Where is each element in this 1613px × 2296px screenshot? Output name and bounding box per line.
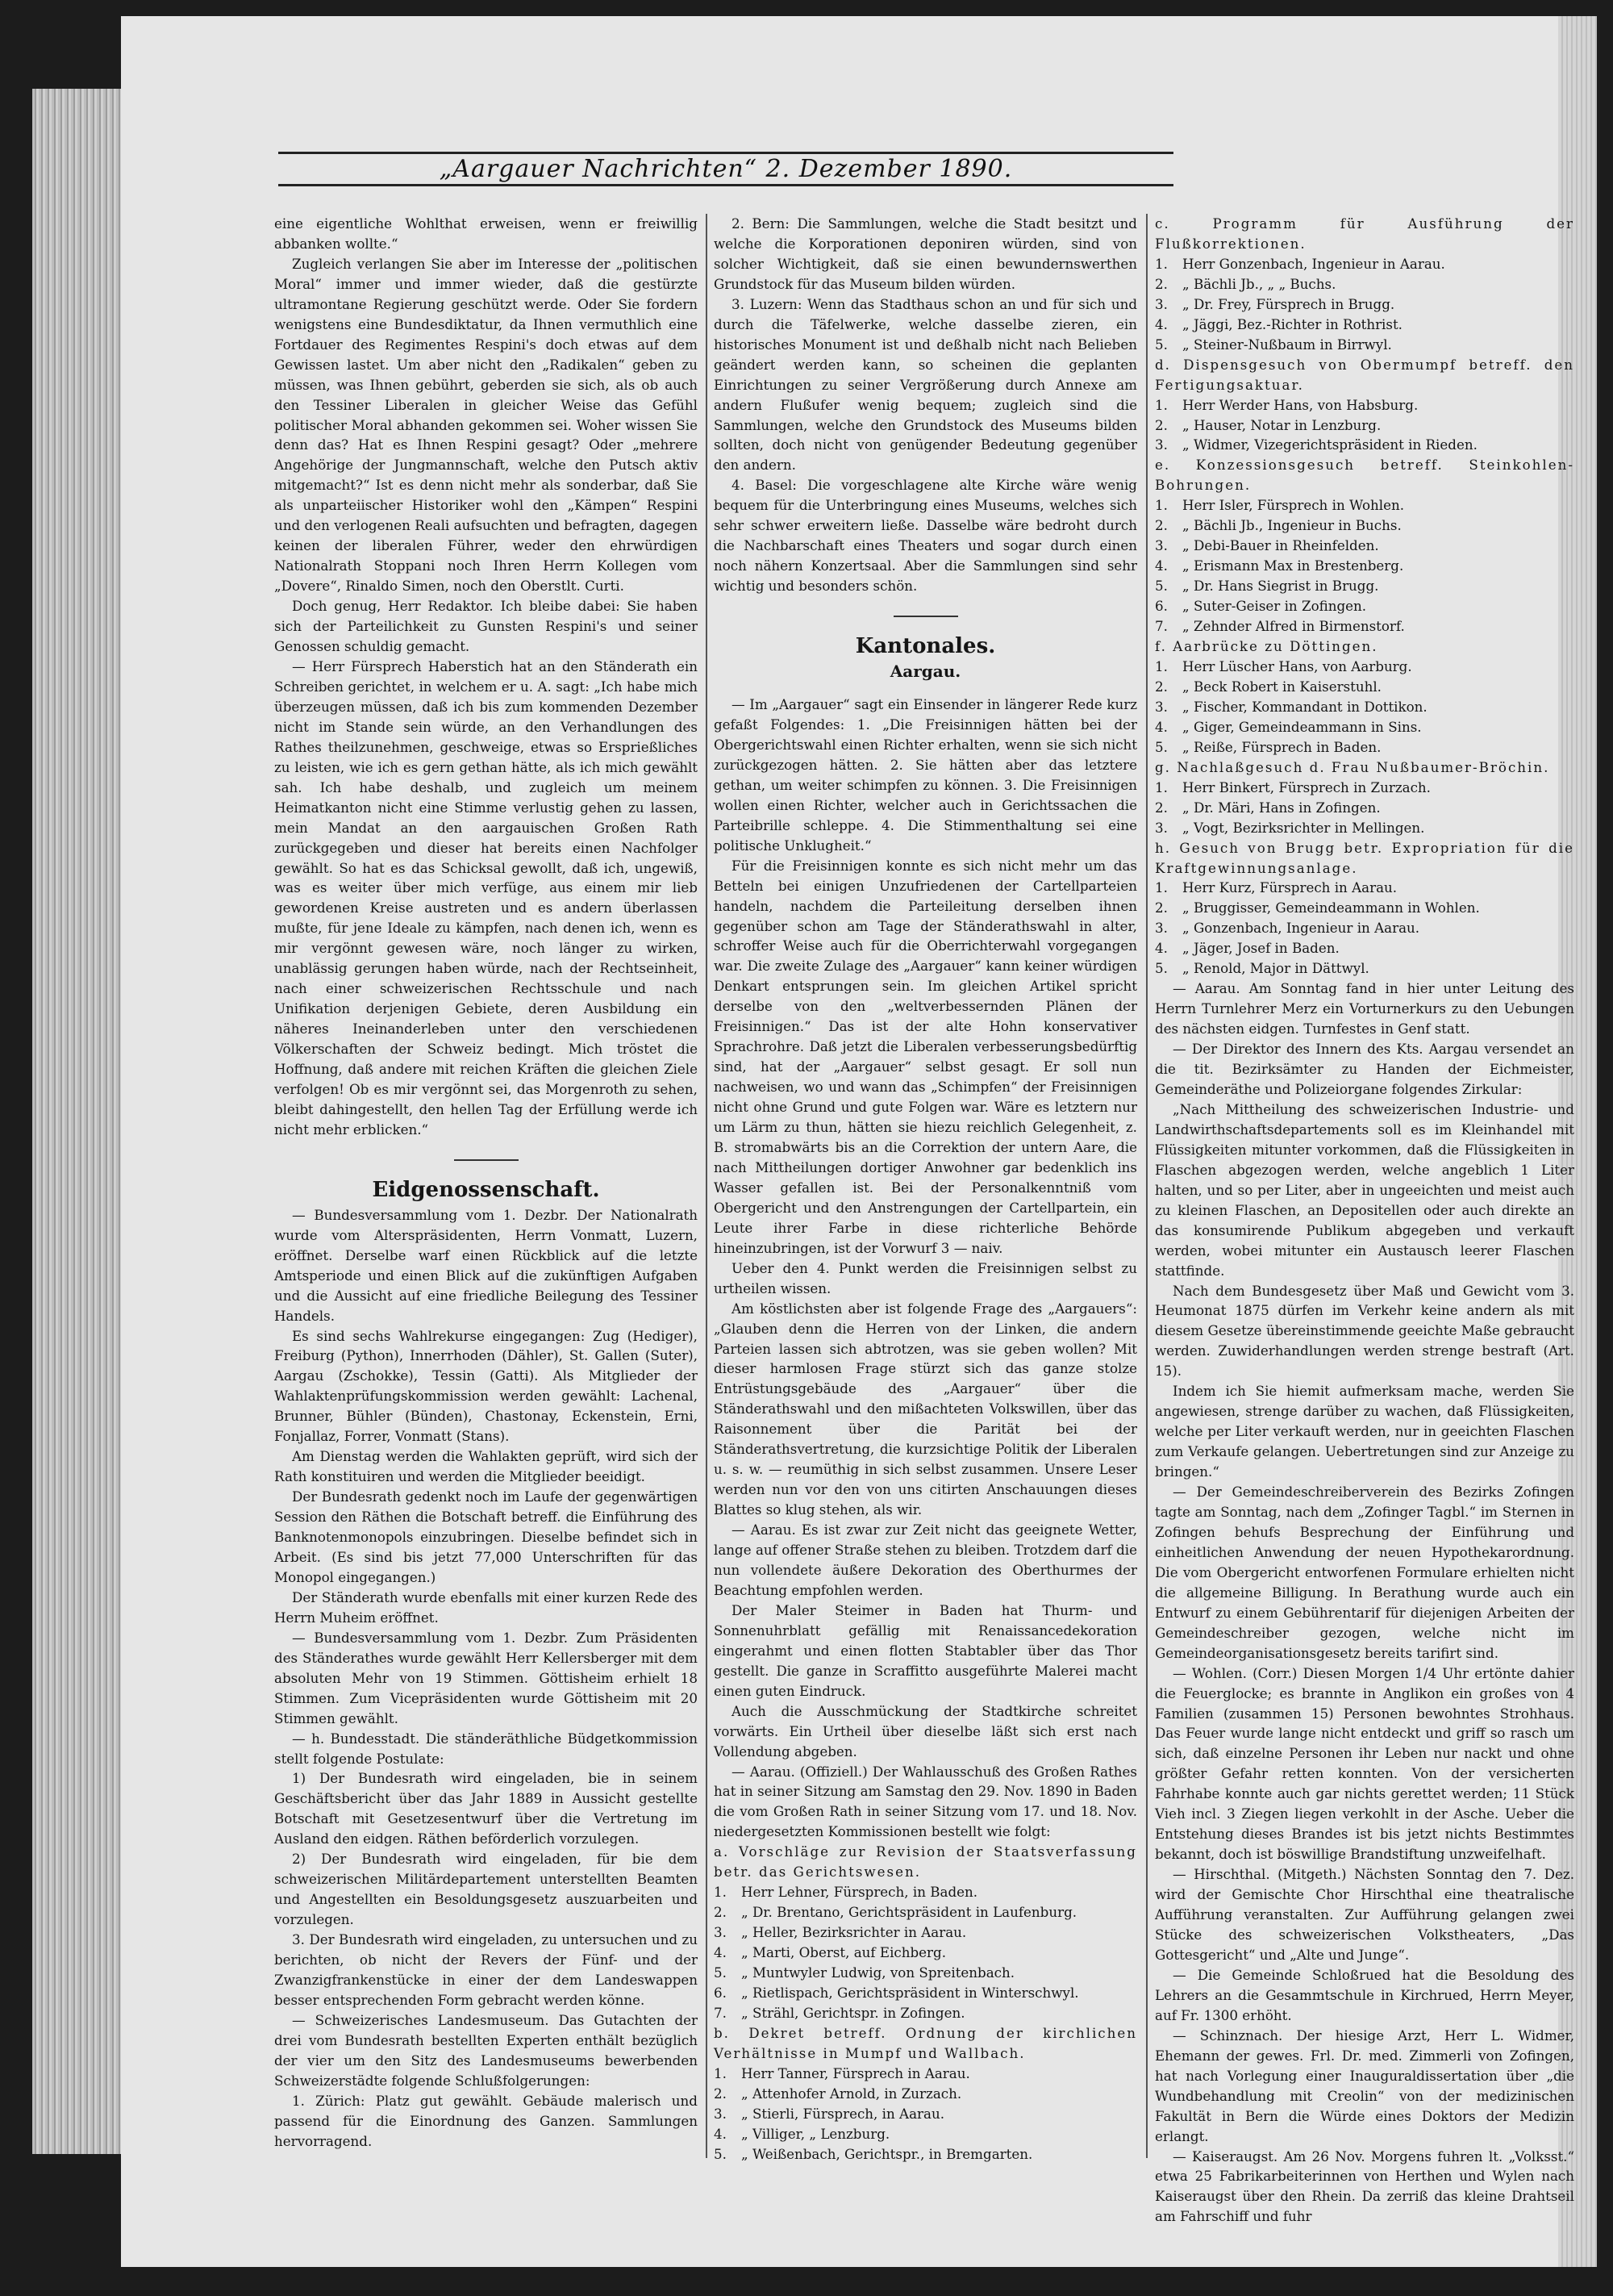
list-item-text: „ Dr. Märi, Hans in Zofingen. bbox=[1182, 799, 1381, 816]
paragraph: Am köstlichsten aber ist folgende Frage des „Aargauers“: „Glauben denn die Herren von der Linken, die andern Parteien lassen sich abtrotzen, was sie geben wollen? Mit dieser harmlosen Frage stürzt sich das ganze stolze Entrüstungsgebäude des „Aargauer“ über die Ständerathswahl und den mißachteten Volkswillen, über das Raisonnement über die Parität bei der Ständerathsvertretung, die kurzsichtige Politik der Liberalen u. s. w. — reumüthig in sich selbst zusammen. Unsere Leser werden nun vor den von uns citirten Anschauungen dieses Blattes so klug stehen, als wir. bbox=[714, 1300, 1137, 1518]
list-item-text: „ Muntwyler Ludwig, von Spreitenbach. bbox=[741, 1964, 1015, 1981]
paragraph: — Bundesversammlung vom 1. Dezbr. Zum Präsidenten des Ständerathes wurde gewählt Herr Kellersberger mit dem absoluten Mehr von 19 Stimmen. Göttisheim erhielt 18 Stimmen. Zum Vicepräsidenten wurde Göttisheim mit 20 Stimmen gewählt. bbox=[274, 1629, 698, 1726]
list-item bbox=[1155, 798, 1574, 818]
list-item-number: 1. bbox=[1155, 396, 1168, 413]
list-item-text: „ Hauser, Notar in Lenzburg. bbox=[1182, 416, 1382, 433]
list-item-number: 2. bbox=[1155, 799, 1168, 816]
paragraph: 1. Zürich: Platz gut gewählt. Gebäude malerisch und passend für die Einordnung des Ganzen. Sammlungen hervorragend. bbox=[274, 2092, 698, 2149]
list-item-text: „ Fischer, Kommandant in Dottikon. bbox=[1182, 698, 1428, 715]
list-heading: a. Vorschläge zur Revision der Staatsverfassung betr. das Gerichtswesen. bbox=[714, 1843, 1137, 1881]
list-item-text: „ Marti, Oberst, auf Eichberg. bbox=[741, 1944, 947, 1961]
list-item-text: Herr Tanner, Fürsprech in Aarau. bbox=[741, 2064, 970, 2081]
paragraph: — Schinznach. Der hiesige Arzt, Herr L. Widmer, Ehemann der gewes. Frl. Dr. med. Zimmerli von Zofingen, hat nach Vorlegung einer Inauguraldissertation über „die Wundbehandlung mit Creolin“ von der medizinischen Fakultät in Bern die Würde eines Doktors der Medizin erlangt. bbox=[1155, 2027, 1574, 2144]
list-heading: c. Programm für Ausführung der Flußkorrektionen. bbox=[1155, 215, 1574, 252]
list-item-text: Herr Lüscher Hans, von Aarburg. bbox=[1182, 657, 1412, 674]
list-item bbox=[1155, 697, 1574, 717]
paragraph: Der Ständerath wurde ebenfalls mit einer kurzen Rede des Herrn Muheim eröffnet. bbox=[274, 1588, 698, 1626]
list-item-number: 2. bbox=[1155, 900, 1168, 916]
list-heading: b. Dekret betreff. Ordnung der kirchlichen Verhältnisse in Mumpf und Wallbach. bbox=[714, 2024, 1137, 2061]
paragraph: „Nach Mittheilung des schweizerischen Industrie- und Landwirthschaftsdepartements soll es im Kleinhandel mit Flüssigkeiten mitunter vorkommen, daß die Flüssigkeiten in Flaschen abgezogen werden, welche angeblich 1 Liter halten, und so per Liter, aber in ungeeichten und meist auch zu kleinen Flaschen, an Depositellen oder auch direkte an das konsumirende Publikum abgegeben und verkauft werden, wobei mitunter ein Austausch leerer Flaschen stattfinde. bbox=[1155, 1100, 1574, 1279]
list-item-text: „ Bächli Jb., „ „ Buchs. bbox=[1182, 275, 1336, 292]
list-item-number: 3. bbox=[1155, 295, 1168, 312]
paragraph: Auch die Ausschmückung der Stadtkirche schreitet vorwärts. Ein Urtheil über dieselbe läßt sich erst nach Vollendung abgeben. bbox=[714, 1702, 1137, 1760]
list-item bbox=[1155, 335, 1574, 355]
commission-list-f bbox=[1155, 657, 1574, 758]
list-item-text: „ Vogt, Bezirksrichter in Mellingen. bbox=[1182, 819, 1425, 836]
list-item-text: „ Villiger, „ Lenzburg. bbox=[741, 2125, 890, 2142]
list-item-number: 2. bbox=[1155, 678, 1168, 695]
paragraph: — Die Gemeinde Schloßrued hat die Besoldung des Lehrers an die Gesammtschule in Kirchrued, Herrn Meyer, auf Fr. 1300 erhöht. bbox=[1155, 1966, 1574, 2023]
list-item bbox=[1155, 616, 1574, 637]
list-item bbox=[1155, 717, 1574, 737]
header-title: „Aargauer Nachrichten“ 2. Dezember 1890. bbox=[439, 155, 1013, 183]
list-item-text: Herr Binkert, Fürsprech in Zurzach. bbox=[1182, 779, 1431, 795]
list-item-text: Herr Lehner, Fürsprech, in Baden. bbox=[741, 1884, 978, 1901]
list-item bbox=[714, 1943, 1137, 1963]
list-item-text: „ Suter-Geiser in Zofingen. bbox=[1182, 598, 1367, 615]
list-item bbox=[1155, 677, 1574, 697]
list-item-number: 5. bbox=[1155, 336, 1168, 353]
paragraph: Für die Freisinnigen konnte es sich nicht mehr um das Betteln bei einigen Unzufriedenen der Cartellparteien handeln, nachdem die Parteileitung derselben ihnen gegenüber schon am Tage der Ständerathswahl in alter, schroffer Weise auch für die Oberrichterwahl vorgegangen war. Die zweite Zulage des „Aargauer“ kann keiner würdigen Denkart entsprungen sein. Im gleichen Artikel spricht derselbe von den „weltverbessernden Plänen der Freisinnigen.“ Das ist der alte Hohn konservativer Sprachrohre. Daß jetzt die Liberalen verbesserungsbedürftig sind, hat der „Aargauer“ selbst gesagt. Er soll nun nachweisen, wo und wann das „Schimpfen“ der Freisinnigen nicht ohne Grund und gute Folgen war. Wäre es letztern nur um Lärm zu thun, hätten sie hiezu reichlich Gelegenheit, z. B. stromabwärts bis an die Correktion der untern Aare, die nach Mittheilungen dortiger Anwohner gar bedenklich ins Wasser gefallen ist. Bei der Personalkenntniß vom Obergericht und den Anstrengungen der Cartellpartein, ein Leute ihrer Farbe in diese richterliche Behörde hineinzubringen, ist der Vorwurf 3 — naiv. bbox=[714, 857, 1137, 1256]
list-item-text: „ Jäger, Josef in Baden. bbox=[1182, 940, 1340, 957]
header-rule-top bbox=[278, 152, 1173, 154]
commission-list-c bbox=[1155, 254, 1574, 355]
list-item-text: „ Renold, Major in Dättwyl. bbox=[1182, 960, 1369, 977]
subsection-title-aargau: Aargau. bbox=[890, 662, 961, 682]
list-item-number: 3. bbox=[1155, 698, 1168, 715]
list-item-text: „ Bruggisser, Gemeindeammann in Wohlen. bbox=[1182, 900, 1480, 916]
paragraph: — Schweizerisches Landesmuseum. Das Gutachten der drei vom Bundesrath bestellten Experten enthält bezüglich der vier um den Sitz des Landesmuseums bewerbenden Schweizerstädte folgende Schlußfolgerungen: bbox=[274, 2011, 698, 2089]
paragraph: — Im „Aargauer“ sagt ein Einsender in längerer Rede kurz gefaßt Folgendes: 1. „Die Freisinnigen hätten bei der Obergerichtswahl einen Richter erhalten, wenn sie sich nicht zurückgezogen hätten. 2. Sie hätten aber das letztere gethan, um weiter schimpfen zu können. 3. Die Freisinnigen wollen einen Richter, welcher auch in Gerichtssachen die Parteibrille schleppe. 4. Die Stimmenthaltung sei eine politische Unklugheit.“ bbox=[714, 696, 1137, 854]
paragraph: Am Dienstag werden die Wahlakten geprüft, wird sich der Rath konstituiren und werden die Mitglieder beeidigt. bbox=[274, 1448, 698, 1485]
list-item-number: 4. bbox=[1155, 315, 1168, 332]
paragraph: 3. Luzern: Wenn das Stadthaus schon an und für sich und durch die Täfelwerke, welche dasselbe zieren, ein historisches Monument ist und deßhalb nicht nach Belieben geändert werden kann, so scheinen die geplanten Einrichtungen zu seiner Vergrößerung durch Annexe am andern Flußufer wenig bequem; zugleich sind die Sammlungen, welche den Grundstock des Museums bilden sollten, doch nicht von genügender Bedeutung gegenüber den andern. bbox=[714, 295, 1137, 474]
paragraph: Ueber den 4. Punkt werden die Freisinnigen selbst zu urtheilen wissen. bbox=[714, 1259, 1137, 1296]
list-item bbox=[1155, 778, 1574, 798]
list-item bbox=[1155, 596, 1574, 616]
list-item bbox=[1155, 435, 1574, 455]
commission-list-b bbox=[714, 2064, 1137, 2165]
paragraph: Der Bundesrath gedenkt noch im Laufe der gegenwärtigen Session den Räthen die Botschaft betreff. die Einführung des Banknotenmonopols einzubringen. Dieselbe befindet sich in Arbeit. (Es sind bis jetzt 77,000 Unterschriften für das Monopol eingegangen.) bbox=[274, 1488, 698, 1585]
list-item-number: 2. bbox=[1155, 416, 1168, 433]
list-item-number: 1. bbox=[1155, 497, 1168, 514]
column-2 bbox=[714, 214, 1137, 2162]
list-item-text: Herr Kurz, Fürsprech in Aarau. bbox=[1182, 879, 1398, 896]
list-item-number: 2. bbox=[1155, 517, 1168, 534]
paragraph: Der Maler Steimer in Baden hat Thurm- und Sonnenuhrblatt gefällig mit Renaissancedekoration eingerahmt und einen flotten Stabtabler über das Thor gestellt. Die ganze in Scraffitto ausgeführte Malerei macht einen guten Eindruck. bbox=[714, 1601, 1137, 1699]
list-item-text: „ Heller, Bezirksrichter in Aarau. bbox=[741, 1924, 967, 1941]
paragraph: — Hirschthal. (Mitgeth.) Nächsten Sonntag den 7. Dez. wird der Gemischte Chor Hirschthal eine theatralische Aufführung veranstalten. Zur Aufführung gelangen zwei Stücke des schweizerischen Volkstheaters, „Das Gottesgericht“ und „Alte und Junge“. bbox=[1155, 1866, 1574, 1963]
list-item-number: 6. bbox=[1155, 598, 1168, 615]
column-1 bbox=[274, 214, 698, 2158]
list-item-text: Herr Werder Hans, von Habsburg. bbox=[1182, 396, 1419, 413]
list-item-text: „ Zehnder Alfred in Birmenstorf. bbox=[1182, 618, 1405, 635]
list-item-text: „ Strähl, Gerichtspr. in Zofingen. bbox=[741, 2004, 965, 2021]
list-item bbox=[714, 2104, 1137, 2124]
column-rule-2 bbox=[1146, 214, 1148, 2158]
paragraph: 4. Basel: Die vorgeschlagene alte Kirche wäre wenig bequem für die Unterbringung eines Museums, welches sich sehr schwer erweitern ließe. Dasselbe wäre bedroht durch die Nachbarschaft eines Theaters und sogar durch einen noch nähern Konzertsaal. Aber die Sammlungen sind sehr wichtig und besonders schön. bbox=[714, 477, 1137, 595]
list-item-number: 3. bbox=[1155, 436, 1168, 453]
list-item bbox=[714, 2144, 1137, 2165]
list-item-number: 3. bbox=[714, 1924, 727, 1941]
list-item-number: 1. bbox=[1155, 779, 1168, 795]
list-item-number: 7. bbox=[714, 2004, 727, 2021]
list-item-text: „ Gonzenbach, Ingenieur in Aarau. bbox=[1182, 920, 1420, 937]
commission-list-e bbox=[1155, 495, 1574, 637]
divider bbox=[894, 616, 958, 617]
paragraph: — Aarau. (Offiziell.) Der Wahlausschuß des Großen Rathes hat in seiner Sitzung am Samstag den 29. Nov. 1890 in Baden die vom Großen Rath in seiner Sitzung vom 17. und 18. Nov. niedergesetzten Kommissionen bestellt wie folgt: bbox=[714, 1763, 1137, 1840]
list-item-number: 4. bbox=[714, 2125, 727, 2142]
list-item-number: 5. bbox=[1155, 578, 1168, 595]
list-item bbox=[1155, 576, 1574, 596]
list-item-text: „ Reiße, Fürsprech in Baden. bbox=[1182, 738, 1382, 755]
list-item bbox=[1155, 657, 1574, 677]
list-heading: h. Gesuch von Brugg betr. Expropriation für die Kraftgewinnungsanlage. bbox=[1155, 839, 1574, 876]
list-item bbox=[1155, 818, 1574, 838]
paragraph: Nach dem Bundesgesetz über Maß und Gewicht vom 3. Heumonat 1875 dürfen im Verkehr keine andern als mit diesem Gesetze übereinstimmende geeichte Maße gebraucht werden. Zuwiderhandlungen werden strenge bestraft (Art. 15). bbox=[1155, 1282, 1574, 1380]
list-item bbox=[714, 2124, 1137, 2144]
list-item bbox=[714, 1902, 1137, 1922]
list-item bbox=[1155, 898, 1574, 918]
list-item-number: 3. bbox=[1155, 819, 1168, 836]
list-item-number: 4. bbox=[1155, 557, 1168, 574]
header-rule-bottom bbox=[278, 184, 1173, 186]
list-item-text: „ Debi-Bauer in Rheinfelden. bbox=[1182, 537, 1379, 554]
list-item-text: Herr Isler, Fürsprech in Wohlen. bbox=[1182, 497, 1405, 514]
list-item-number: 2. bbox=[714, 2085, 727, 2102]
list-item-text: „ Beck Robert in Kaiserstuhl. bbox=[1182, 678, 1382, 695]
list-item-text: „ Giger, Gemeindeammann in Sins. bbox=[1182, 718, 1422, 735]
column-rule-1 bbox=[706, 214, 707, 2158]
list-item-number: 2. bbox=[1155, 275, 1168, 292]
list-item-number: 3. bbox=[1155, 920, 1168, 937]
list-item-number: 1. bbox=[1155, 657, 1168, 674]
paragraph: 2. Bern: Die Sammlungen, welche die Stadt besitzt und welche die Korporationen deponiren würden, sind von solcher Wichtigkeit, daß sie einen bewundernswerthen Grundstock für das Museum bilden würden. bbox=[714, 215, 1137, 292]
commission-list-g bbox=[1155, 778, 1574, 838]
list-item-number: 1. bbox=[1155, 255, 1168, 272]
list-item-text: „ Bächli Jb., Ingenieur in Buchs. bbox=[1182, 517, 1402, 534]
list-item-text: „ Weißenbach, Gerichtspr., in Bremgarten. bbox=[741, 2145, 1033, 2162]
paragraph: 2) Der Bundesrath wird eingeladen, für bie dem schweizerischen Militärdepartement unterstellten Beamten und Angestellten ein Besoldungsgesetz auszuarbeiten und vorzulegen. bbox=[274, 1851, 698, 1928]
paragraph: Zugleich verlangen Sie aber im Interesse der „politischen Moral“ immer und immer wieder, daß die gestürzte ultramontane Regierung geschützt werde. Oder Sie fordern wenigstens eine Bundesdiktatur, da Ihnen vermuthlich eine Fortdauer des Regimentes Respini's doch etwas auf dem Gewissen lastet. Um aber nicht den „Radikalen“ geben zu müssen, was Ihnen gebührt, geberden sie sich, als ob auch den Tessiner Liberalen in gleicher Weise das Gefühl politischer Moral abhanden gekommen sei. Woher wissen Sie denn das? Hat es Ihnen Respini gesagt? Oder „mehrere Angehörige der Jungmannschaft, welche den Putsch aktiv mitgemacht?“ Ist es denn nicht mehr als sonderbar, daß Sie als unparteiischer Historiker wohl den „Kämpen“ Respini und den verlogenen Reali aufsuchten und befragten, dagegen keinen der liberalen Führer, weder den ehrwürdigen Nationalrath Stoppani noch Ihren Herrn Kollegen vom „Dovere“, Rinaldo Simen, noch den Oberstlt. Curti. bbox=[274, 255, 698, 595]
list-item-text: „ Rietlispach, Gerichtspräsident in Winterschwyl. bbox=[741, 1985, 1079, 2002]
list-item bbox=[714, 2084, 1137, 2104]
list-item bbox=[1155, 878, 1574, 898]
list-item bbox=[714, 1963, 1137, 1983]
list-item bbox=[1155, 294, 1574, 315]
list-item bbox=[1155, 315, 1574, 335]
list-item-text: „ Dr. Brentano, Gerichtspräsident in Laufenburg. bbox=[741, 1904, 1077, 1921]
paragraph: — h. Bundesstadt. Die ständeräthliche Büdgetkommission stellt folgende Postulate: bbox=[274, 1730, 698, 1767]
list-item bbox=[1155, 737, 1574, 758]
list-item bbox=[714, 1922, 1137, 1943]
list-item bbox=[1155, 495, 1574, 516]
list-item-number: 3. bbox=[714, 2105, 727, 2122]
list-item bbox=[1155, 958, 1574, 979]
list-item-number: 5. bbox=[714, 2145, 727, 2162]
list-item bbox=[1155, 254, 1574, 274]
paragraph: — Herr Fürsprech Haberstich hat an den Ständerath ein Schreiben gerichtet, in welchem er u. A. sagt: „Ich habe mich überzeugen müssen, daß ich bis zum kommenden Dezember nicht im Stande sein würde, an den Verhandlungen des Rathes theilzunehmen, geschweige, etwas so Ersprießliches zu leisten, wie ich es gern gethan hätte, als ich mich gewählt sah. Ich habe deshalb, und zugleich um meinem Heimatkanton nicht eine Stimme verlustig gehen zu lassen, mein Mandat an den aargauischen Großen Rath zurückgegeben und dieser hat bereits einen Nachfolger gewählt. So hat es das Schicksal gewollt, daß ich, ungewiß, was es weiter über mich verfüge, aus einem mir lieb gewordenen Kreise austreten und es andern überlassen mußte, für jene Ideale zu kämpfen, nach denen ich, wenn es mir vergönnt gewesen wäre, noch länger zu wirken, unablässig gerungen haben würde, nach der Rechtseinheit, nach einer schweizerischen Rechtsschule und nach Unifikation derjenigen Gebiete, deren Ausbildung ein näheres Ineinanderleben unter den verschiedenen Völkerschaften der Schweiz bedingt. Mich tröstet die Hoffnung, daß andere mit reichen Kräften die gleichen Ziele verfolgen! Ob es mir vergönnt sei, das Morgenroth zu sehen, bleibt dahingestellt, den hellen Tag der Erfüllung werde ich nicht mehr erblicken.“ bbox=[274, 657, 698, 1138]
divider bbox=[454, 1159, 519, 1161]
list-item-number: 5. bbox=[1155, 960, 1168, 977]
list-item bbox=[1155, 918, 1574, 938]
list-item bbox=[714, 2064, 1137, 2084]
list-item-number: 1. bbox=[714, 1884, 727, 1901]
list-item bbox=[714, 1983, 1137, 2003]
list-item-text: „ Dr. Frey, Fürsprech in Brugg. bbox=[1182, 295, 1395, 312]
list-item-text: Herr Gonzenbach, Ingenieur in Aarau. bbox=[1182, 255, 1445, 272]
paragraph: — Aarau. Es ist zwar zur Zeit nicht das geeignete Wetter, lange auf offener Straße stehen zu bleiben. Trotzdem darf die nun vollendete äußere Dekoration des Oberthurmes der Beachtung empfohlen werden. bbox=[714, 1522, 1137, 1598]
paragraph: 3. Der Bundesrath wird eingeladen, zu untersuchen und zu berichten, ob nicht der Revers der Fünf- und der Zwanzigfrankenstücke in einer der dem Landeswappen besser entsprechenden Form gebracht werden könne. bbox=[274, 1931, 698, 2008]
list-item-number: 4. bbox=[714, 1944, 727, 1961]
paragraph: — Wohlen. (Corr.) Diesen Morgen 1/4 Uhr ertönte dahier die Feuerglocke; es brannte in Anglikon ein großes von 4 Familien (zusammen 15) Personen bewohntes Strohhaus. Das Feuer wurde lange nicht entdeckt und griff so rasch um sich, daß einzelne Personen ihr Leben nur nackt und ohne größter Gefahr retten konnten. Von der versicherten Fahrhabe konnte auch gar nichts gerettet werden; 11 Stück Vieh incl. 3 Ziegen liegen verkohlt in der Asche. Ueber die Entstehung dieses Brandes ist bis jetzt nichts Bestimmtes bekannt, doch ist böswillige Brandstiftung unzweifelhaft. bbox=[1155, 1664, 1574, 1863]
list-item bbox=[714, 2003, 1137, 2023]
list-item bbox=[1155, 938, 1574, 958]
list-item-number: 7. bbox=[1155, 618, 1168, 635]
commission-list-h bbox=[1155, 878, 1574, 979]
list-heading: g. Nachlaßgesuch d. Frau Nußbaumer-Bröchin. bbox=[1155, 758, 1550, 775]
paragraph: 1) Der Bundesrath wird eingeladen, bie in seinem Geschäftsbericht über das Jahr 1889 in Aussicht gestellte Botschaft mit Gesetzesentwurf über die Vertretung im Ausland den eidgen. Räthen beförderlich vorzulegen. bbox=[274, 1770, 698, 1847]
book-spine bbox=[32, 89, 121, 2154]
list-item-number: 6. bbox=[714, 1985, 727, 2002]
list-item-text: „ Jäggi, Bez.-Richter in Rothrist. bbox=[1182, 315, 1403, 332]
list-item-number: 3. bbox=[1155, 537, 1168, 554]
list-item-text: „ Attenhofer Arnold, in Zurzach. bbox=[741, 2085, 962, 2102]
list-item bbox=[1155, 395, 1574, 415]
paragraph: Doch genug, Herr Redaktor. Ich bleibe dabei: Sie haben sich der Parteilichkeit zu Gunsten Respini's und seiner Genossen schuldig gemacht. bbox=[274, 598, 698, 655]
list-item bbox=[1155, 516, 1574, 536]
list-heading: f. Aarbrücke zu Döttingen. bbox=[1155, 638, 1378, 655]
list-item bbox=[714, 1882, 1137, 1902]
paragraph: — Der Gemeindeschreiberverein des Bezirks Zofingen tagte am Sonntag, nach dem „Zofinger Tagbl.“ im Sternen in Zofingen behufs Besprechung der Einführung und einheitlichen Anwendung der neuen Hypothekarordnung. Die vom Obergericht entworfenen Formulare erhielten nicht die allgemeine Billigung. In Berathung wurde auch ein Entwurf zu einem Gebührentarif für diejenigen Arbeiten der Gemeindeschreiber gezogen, welche nicht im Gemeindeorganisationsgesetz bereits tarifirt sind. bbox=[1155, 1484, 1574, 1661]
paragraph: Es sind sechs Wahlrekurse eingegangen: Zug (Hediger), Freiburg (Python), Innerrhoden (Dähler), St. Gallen (Suter), Aargau (Zschokke), Tessin (Gatti). Als Mitglieder der Wahlaktenprüfungskommission werden gewählt: Lachenal, Brunner, Bühler (Bünden), Chastonay, Eckenstein, Erni, Fonjallaz, Forrer, Vonmatt (Stans). bbox=[274, 1327, 698, 1445]
list-item-text: „ Erismann Max in Brestenberg. bbox=[1182, 557, 1404, 574]
list-item-number: 4. bbox=[1155, 718, 1168, 735]
paragraph: — Bundesversammlung vom 1. Dezbr. Der Nationalrath wurde vom Alterspräsidenten, Herrn Vonmatt, Luzern, eröffnet. Derselbe warf einen Rückblick auf die letzte Amtsperiode und einen Blick auf die zukünftigen Aufgaben und die Aussicht auf eine friedliche Beilegung des Tessiner Handels. bbox=[274, 1206, 698, 1324]
column-3 bbox=[1155, 214, 1574, 2225]
list-item bbox=[1155, 415, 1574, 436]
paragraph: Indem ich Sie hiemit aufmerksam mache, werden Sie angewiesen, strenge darüber zu wachen, daß Flüssigkeiten, welche per Liter verkauft werden, nur in geeichten Flaschen zum Verkaufe gelangen. Uebertretungen sind zur Anzeige zu bringen.“ bbox=[1155, 1383, 1574, 1480]
paragraph: eine eigentliche Wohlthat erweisen, wenn er freiwillig abbanken wollte.“ bbox=[274, 215, 698, 252]
list-heading: e. Konzessionsgesuch betreff. Steinkohlen-Bohrungen. bbox=[1155, 457, 1574, 494]
list-item-number: 5. bbox=[714, 1964, 727, 1981]
section-title-eidgenossenschaft: Eidgenossenschaft. bbox=[372, 1177, 600, 1202]
list-item bbox=[1155, 536, 1574, 556]
list-item-number: 1. bbox=[714, 2064, 727, 2081]
commission-list-d bbox=[1155, 395, 1574, 456]
list-item bbox=[1155, 274, 1574, 294]
list-item-text: „ Widmer, Vizegerichtspräsident in Rieden. bbox=[1182, 436, 1478, 453]
list-item-text: „ Stierli, Fürsprech, in Aarau. bbox=[741, 2105, 945, 2122]
page-header bbox=[278, 152, 1173, 187]
paragraph: — Aarau. Am Sonntag fand in hier unter Leitung des Herrn Turnlehrer Merz ein Vorturnerkurs zu den Uebungen des nächsten eidgen. Turnfestes in Genf statt. bbox=[1155, 980, 1574, 1037]
section-title-kantonales: Kantonales. bbox=[855, 634, 996, 659]
list-item-text: „ Steiner-Nußbaum in Birrwyl. bbox=[1182, 336, 1392, 353]
paragraph: — Der Direktor des Innern des Kts. Aargau versendet an die tit. Bezirksämter zu Handen der Eichmeister, Gemeinderäthe und Polizeiorgane folgendes Zirkular: bbox=[1155, 1041, 1574, 1097]
commission-list-a bbox=[714, 1882, 1137, 2023]
list-item-number: 2. bbox=[714, 1904, 727, 1921]
list-item-number: 5. bbox=[1155, 738, 1168, 755]
list-item-number: 1. bbox=[1155, 879, 1168, 896]
list-item-text: „ Dr. Hans Siegrist in Brugg. bbox=[1182, 578, 1379, 595]
list-item-number: 4. bbox=[1155, 940, 1168, 957]
list-heading: d. Dispensgesuch von Obermumpf betreff. den Fertigungsaktuar. bbox=[1155, 356, 1574, 393]
list-item bbox=[1155, 556, 1574, 576]
paragraph: — Kaiseraugst. Am 26 Nov. Morgens fuhren lt. „Volksst.“ etwa 25 Fabrikarbeiterinnen von Herthen und Wylen nach Kaiseraugst über den Rhein. Da zerriß das kleine Drahtseil am Fahrschiff und fuhr bbox=[1155, 2148, 1574, 2225]
